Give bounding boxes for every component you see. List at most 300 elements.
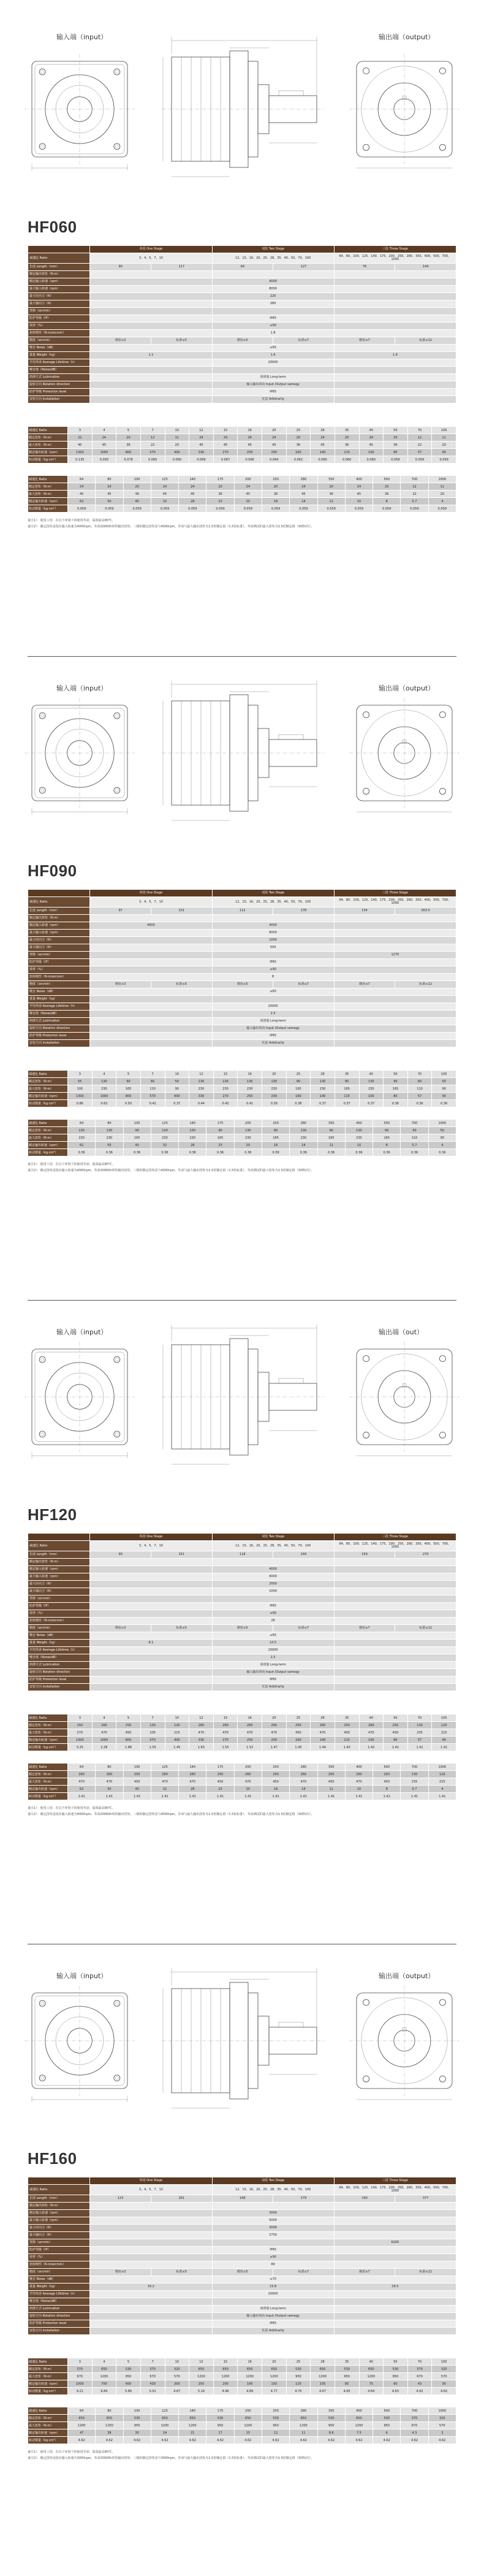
ratio-cell: 1.88 bbox=[116, 1744, 141, 1751]
ratio-value: 1000 bbox=[428, 2407, 456, 2415]
ratio-cell: 230 bbox=[68, 1134, 96, 1142]
stage-header: 三段 Three Stage bbox=[334, 246, 456, 253]
ratio-cell: 0.059 bbox=[68, 505, 96, 513]
spec-row-value: 润滑脂 Long-term bbox=[212, 1018, 334, 1025]
ratio-cell: 0.36 bbox=[262, 1149, 289, 1156]
ratio-cell: 950 bbox=[373, 2422, 401, 2429]
ratio-cell: 16 bbox=[262, 1142, 289, 1149]
ratio-cell: 4.62 bbox=[290, 2437, 317, 2444]
spec-row-label: 最大输入转速（rpm） bbox=[28, 2217, 90, 2225]
ratio-cell: 1.41 bbox=[234, 1793, 262, 1800]
ratio-cell: 160 bbox=[286, 1737, 311, 1744]
ratio-cell: 36 bbox=[335, 441, 359, 449]
spec-row-value: 精密≤3 bbox=[90, 1625, 151, 1632]
spec-row-value: IP65 bbox=[212, 2320, 334, 2328]
spec-row-value bbox=[90, 2247, 212, 2254]
ratio-row-label: 额定扭矩（N·m） bbox=[28, 2366, 68, 2373]
spec-row-value: IP65 bbox=[212, 1603, 334, 1610]
ratio-cell: 0.066 bbox=[238, 456, 262, 464]
ratio-row-label: 最大扭矩（N·m） bbox=[28, 441, 68, 449]
ratio-cell: 1200 bbox=[179, 2422, 206, 2429]
ratio-cell: 1.41 bbox=[345, 1793, 372, 1800]
spec-row-value: 精密≤7 bbox=[334, 981, 395, 988]
ratio-cell: 800 bbox=[116, 1093, 141, 1100]
spec-row-value: 1.9 bbox=[334, 352, 456, 359]
ratio-cell: 1.41 bbox=[428, 1793, 456, 1800]
ratio-cell: 1200 bbox=[68, 2422, 96, 2429]
ratio-value: 10 bbox=[165, 2358, 189, 2366]
spec-row-value bbox=[334, 330, 456, 337]
spec-row bbox=[28, 2254, 456, 2261]
ratio-cell: 0.059 bbox=[234, 505, 262, 513]
side-section-view bbox=[162, 1968, 325, 2108]
spec-row-value bbox=[90, 323, 212, 330]
spec-row-label: 安装方向 Installation bbox=[28, 2328, 90, 2335]
ratio-cell: 260 bbox=[290, 1771, 317, 1778]
spec-row bbox=[28, 308, 456, 315]
drawing-svg bbox=[0, 1288, 484, 1490]
length-row-value: 151 bbox=[151, 1551, 212, 1559]
ratio-cell: 250 bbox=[238, 449, 262, 456]
ratio-value: 16 bbox=[238, 1071, 262, 1078]
spec-row-value bbox=[90, 2291, 212, 2298]
spec-row-value bbox=[334, 389, 456, 396]
spec-row-label: 最大轴向力（N） bbox=[28, 1588, 90, 1596]
ratio-cell: 0.062 bbox=[286, 456, 311, 464]
footnote-2: 备注2）：额定扭矩是指在输入转速为3000rpm，寿命20000h时的输出扭矩。三级的额定扭矩是与3000rpm，寿命与最大输出扭矩为1.5倍额定值（1.5倍标准），寿命测试的最大扭矩为1.5倍额定值（30秒/次）。 bbox=[28, 2456, 314, 2460]
ratio-value: 700 bbox=[401, 1120, 428, 1127]
spec-row-label: 噪音 Noise（dB） bbox=[28, 988, 90, 996]
ratio-cell: 165 bbox=[373, 1134, 401, 1142]
spec-row-value bbox=[212, 952, 334, 959]
spec-row-value: 8000 bbox=[212, 286, 334, 293]
ratio-cell: 21 bbox=[179, 2429, 206, 2437]
spec-row bbox=[28, 952, 456, 959]
spec-row-value: ≥90 bbox=[212, 323, 334, 330]
spec-row-value bbox=[90, 1559, 212, 1566]
ratio-cell: 0.50 bbox=[116, 1100, 141, 1107]
ratio-row-label: 转动惯量（kg·cm²） bbox=[28, 1744, 68, 1751]
length-row-value: 270 bbox=[395, 1551, 456, 1559]
ratio-cell: 24 bbox=[96, 483, 123, 491]
spec-row-value: 输入输出同向 Input /Output samegy bbox=[212, 1669, 334, 1676]
spec-row-value: 2.5 bbox=[212, 1011, 334, 1018]
ratio-cell: 0.42 bbox=[213, 1100, 238, 1107]
spec-row-value: 1.1 bbox=[90, 352, 212, 359]
ratio-cell: 12 bbox=[401, 483, 428, 491]
spec-row-value bbox=[90, 1018, 212, 1025]
ratio-cell: 10 bbox=[345, 498, 372, 505]
spec-row-value bbox=[90, 1011, 212, 1018]
ratio-cell: 40 bbox=[68, 441, 93, 449]
stage-header-blank bbox=[28, 246, 90, 253]
ratio-cell: 4.62 bbox=[373, 2437, 401, 2444]
ratio-cell: 20 bbox=[206, 483, 234, 491]
ratio-row-label: 减速比 Ratio bbox=[28, 253, 90, 264]
spec-row-value bbox=[90, 1040, 212, 1047]
ratio-cell: 5.80 bbox=[116, 2388, 141, 2395]
ratio-value: 400 bbox=[345, 1764, 372, 1771]
ratio-cell: 4.62 bbox=[151, 2437, 178, 2444]
ratio-cell: 260 bbox=[262, 1722, 287, 1729]
ratio-value: 500 bbox=[373, 2407, 401, 2415]
ratio-cell: 650 bbox=[359, 2366, 384, 2373]
spec-row-value: 任意 Arbitrarily bbox=[212, 396, 334, 403]
ratio-cell: 43 bbox=[407, 2380, 432, 2388]
dimension-drawings bbox=[0, 1932, 484, 2134]
ratio-cell: 260 bbox=[234, 1771, 262, 1778]
ratio-cell: 11 bbox=[290, 2429, 317, 2437]
drawing-svg bbox=[0, 1932, 484, 2134]
spec-row-value: 220 bbox=[212, 293, 334, 300]
ratio-row-value: 12、15、16、20、25、28、35、40、50、70、100 bbox=[212, 2185, 334, 2195]
ratio-cell: 1200 bbox=[262, 2373, 287, 2380]
ratio-header-label: 减速比 Ratio bbox=[28, 2358, 68, 2366]
ratio-cell: 24 bbox=[151, 2429, 178, 2437]
spec-row-value: IP65 bbox=[212, 959, 334, 966]
spec-row bbox=[28, 1018, 456, 1025]
drawing-svg bbox=[0, 644, 484, 846]
spec-row-value: 8 bbox=[212, 974, 334, 981]
spec-row-value: 精密≤3 bbox=[90, 981, 151, 988]
ratio-cell: 260 bbox=[213, 1722, 238, 1729]
ratio-cell: 4.62 bbox=[234, 2437, 262, 2444]
ratio-cell: 16 bbox=[262, 498, 289, 505]
spec-row-value: 标准≤5 bbox=[151, 981, 212, 988]
spec-row-label: 平均寿命 Average Lifetime（h） bbox=[28, 1003, 90, 1011]
ratio-cell: 1.41 bbox=[290, 1793, 317, 1800]
spec-row bbox=[28, 966, 456, 974]
ratio-cell: 1.41 bbox=[262, 1793, 289, 1800]
spec-row bbox=[28, 1040, 456, 1047]
length-row-value: 90 bbox=[90, 264, 151, 271]
spec-row-value: 精密≤7 bbox=[334, 337, 395, 345]
ratio-row bbox=[28, 2373, 456, 2380]
ratio-cell: 260 bbox=[359, 1722, 384, 1729]
ratio-row-label: 转动惯量（kg·cm²） bbox=[28, 505, 68, 513]
product-section-hf160 bbox=[0, 1932, 484, 2569]
spec-row-value bbox=[212, 2203, 334, 2210]
ratio-cell: 36 bbox=[373, 491, 401, 498]
ratio-value: 200 bbox=[234, 2407, 262, 2415]
spec-row-value bbox=[334, 1610, 456, 1618]
ratio-cell: 530 bbox=[384, 2366, 408, 2373]
spec-row bbox=[28, 1669, 456, 1676]
spec-row bbox=[28, 2232, 456, 2239]
ratio-cell: 1.41 bbox=[373, 1793, 401, 1800]
ratio-cell: 23 bbox=[206, 1142, 234, 1149]
ratio-cell: 90 bbox=[262, 1127, 289, 1134]
ratio-row-label: 减速比 Ratio bbox=[28, 2185, 90, 2195]
ratio-cell: 530 bbox=[123, 2415, 151, 2422]
spec-row bbox=[28, 1559, 456, 1566]
ratio-cell: 4.89 bbox=[238, 2388, 262, 2395]
spec-row-label: 重量 Weight（kg） bbox=[28, 352, 90, 359]
spec-row-value: 1000 bbox=[212, 1588, 334, 1596]
ratio-row bbox=[28, 1722, 456, 1729]
ratio-value: 15 bbox=[213, 1714, 238, 1722]
spec-row-value: 16.2 bbox=[90, 2284, 212, 2291]
ratio-cell: 250 bbox=[116, 1722, 141, 1729]
spec-row-value bbox=[334, 381, 456, 389]
ratio-cell: 4 bbox=[428, 1142, 456, 1149]
ratio-value: 35 bbox=[335, 1071, 359, 1078]
ratio-cell: 0.41 bbox=[238, 1100, 262, 1107]
spec-row-value bbox=[334, 1033, 456, 1040]
ratio-cell: 20 bbox=[165, 441, 189, 449]
ratio-cell: 400 bbox=[165, 1093, 189, 1100]
spec-row-value bbox=[212, 2239, 334, 2247]
ratio-cell: 330 bbox=[189, 449, 214, 456]
ratio-value: 700 bbox=[401, 476, 428, 483]
spec-row bbox=[28, 988, 456, 996]
ratio-cell: 130 bbox=[68, 1127, 96, 1134]
spec-row-label: 噪音 Noise（dB） bbox=[28, 2276, 90, 2284]
ratio-cell: 165 bbox=[384, 1085, 408, 1093]
ratio-cell: 24 bbox=[234, 483, 262, 491]
spec-row-value bbox=[90, 1566, 212, 1573]
ratio-value: 175 bbox=[206, 476, 234, 483]
ratio-cell: 570 bbox=[432, 2373, 456, 2380]
spec-row-value bbox=[334, 2254, 456, 2261]
ratio-value: 64 bbox=[68, 2407, 96, 2415]
spec-row-value bbox=[334, 2298, 456, 2306]
ratio-cell: 650 bbox=[92, 2366, 116, 2373]
spec-row bbox=[28, 1588, 456, 1596]
length-row-value: 190 bbox=[334, 2195, 395, 2203]
ratio-cell: 40 bbox=[432, 1093, 456, 1100]
spec-row-label: 润滑方式 Lubrication bbox=[28, 1662, 90, 1669]
ratio-cell: 24 bbox=[290, 483, 317, 491]
spec-row bbox=[28, 1033, 456, 1040]
ratio-value: 3 bbox=[68, 1714, 93, 1722]
ratio-value: 25 bbox=[286, 1071, 311, 1078]
ratio-value: 500 bbox=[373, 1120, 401, 1127]
spec-row-value bbox=[90, 1669, 212, 1676]
ratio-value: 350 bbox=[317, 1120, 345, 1127]
ratio-row-value: 64、80、100、125、140、175、200、250、280、350、400、500、700、1000 bbox=[334, 1541, 456, 1551]
ratio-value: 20 bbox=[262, 1071, 287, 1078]
ratio-cell: 130 bbox=[213, 1078, 238, 1085]
spec-row-value: 5000 bbox=[212, 2217, 334, 2225]
spec-row-value: 8.1 bbox=[90, 1640, 212, 1647]
ratio-row bbox=[28, 1127, 456, 1134]
ratio-cell: 4.62 bbox=[432, 2388, 456, 2395]
spec-row-value bbox=[334, 1018, 456, 1025]
ratio-value: 12 bbox=[189, 1714, 214, 1722]
spec-row-value bbox=[334, 1559, 456, 1566]
ratio-cell: 0.36 bbox=[345, 1149, 372, 1156]
ratio-value: 350 bbox=[317, 2407, 345, 2415]
ratio-cell: 165 bbox=[317, 1134, 345, 1142]
ratio-cell: 1.41 bbox=[123, 1793, 151, 1800]
ratio-cell: 270 bbox=[213, 1737, 238, 1744]
ratio-cell: 3 bbox=[428, 2429, 456, 2437]
ratio-cell: 3.25 bbox=[68, 1744, 93, 1751]
ratio-cell: 650 bbox=[262, 2366, 287, 2373]
spec-row-value bbox=[212, 915, 334, 922]
spec-row-value: 2750 bbox=[212, 2232, 334, 2239]
ratio-header-label: 减速比 Ratio bbox=[28, 1714, 68, 1722]
ratio-cell: 4.64 bbox=[359, 2388, 384, 2395]
ratio-cell: 1200 bbox=[238, 2373, 262, 2380]
ratio-row-label: 转动惯量（kg·cm²） bbox=[28, 456, 68, 464]
spec-row-value bbox=[334, 2217, 456, 2225]
ratio-row bbox=[28, 2380, 456, 2388]
spec-row bbox=[28, 315, 456, 323]
spec-row-label: 防护等级（IP） bbox=[28, 315, 90, 323]
ratio-value: 35 bbox=[335, 2358, 359, 2366]
spec-row-label: 安装方向 Installation bbox=[28, 1684, 90, 1691]
ratio-cell: 28 bbox=[179, 498, 206, 505]
ratio-row bbox=[28, 1793, 456, 1800]
ratio-value: 20 bbox=[262, 2358, 287, 2366]
ratio-cell: 0.36 bbox=[384, 1100, 408, 1107]
spec-row bbox=[28, 1596, 456, 1603]
ratio-cell: 330 bbox=[189, 1093, 214, 1100]
ratio-cell: 62 bbox=[68, 1786, 96, 1793]
ratio-row-label: 转动惯量（kg·cm²） bbox=[28, 1100, 68, 1107]
ratio-value: 35 bbox=[335, 427, 359, 434]
ratio-cell: 45 bbox=[68, 491, 96, 498]
ratio-value: 125 bbox=[151, 1764, 178, 1771]
ratio-value: 25 bbox=[286, 2358, 311, 2366]
ratio-row-label: 额定输出转速（rpm） bbox=[28, 2429, 68, 2437]
spec-row-value bbox=[334, 345, 456, 352]
ratio-cell: 470 bbox=[238, 1729, 262, 1737]
spec-row-value: 精密≤3 bbox=[90, 337, 151, 345]
spec-row bbox=[28, 1581, 456, 1588]
ratio-cell: 50 bbox=[165, 1078, 189, 1085]
spec-table bbox=[28, 889, 456, 1047]
spec-row-value bbox=[334, 2313, 456, 2320]
ratio-cell: 235 bbox=[407, 1729, 432, 1737]
input-label: 输入端（input） bbox=[56, 1328, 108, 1336]
ratio-cell: 36 bbox=[123, 491, 151, 498]
ratio-value: 12 bbox=[189, 427, 214, 434]
ratio-cell: 4.62 bbox=[68, 2437, 96, 2444]
ratio-row-value: 64、80、100、125、140、175、200、250、280、350、400、500、700、1000 bbox=[334, 2185, 456, 2195]
ratio-value: 400 bbox=[345, 1120, 372, 1127]
spec-row bbox=[28, 930, 456, 937]
spec-row-value bbox=[90, 1647, 212, 1654]
ratio-cell: 165 bbox=[206, 1134, 234, 1142]
ratio-cell: 1200 bbox=[92, 2373, 116, 2380]
ratio-cell: 90 bbox=[116, 1078, 141, 1085]
spec-row-label: 防护等级 Protection level bbox=[28, 1033, 90, 1040]
ratio-cell: 62 bbox=[68, 498, 96, 505]
spec-row-value: 20000 bbox=[212, 1647, 334, 1654]
spec-row-value bbox=[334, 937, 456, 944]
spec-row-value bbox=[334, 959, 456, 966]
spec-row-value: 标准≤5 bbox=[151, 337, 212, 345]
ratio-cell: 160 bbox=[286, 1093, 311, 1100]
spec-row-label: 扭转刚性（N·m/arcmin） bbox=[28, 330, 90, 337]
spec-row-label: 重量 Weight（kg） bbox=[28, 1640, 90, 1647]
ratio-cell: 45 bbox=[234, 491, 262, 498]
spec-row bbox=[28, 2320, 456, 2328]
spec-row-value: 6000 bbox=[212, 930, 334, 937]
ratio-cell: 530 bbox=[286, 2366, 311, 2373]
ratio-value: 280 bbox=[290, 1120, 317, 1127]
ratio-cell: 1200 bbox=[345, 2422, 372, 2429]
spec-row-value bbox=[334, 1581, 456, 1588]
ratio-value: 15 bbox=[213, 1071, 238, 1078]
spec-row-label: 额定输出扭矩（N·m） bbox=[28, 1559, 90, 1566]
ratio-cell: 45 bbox=[345, 491, 372, 498]
ratio-row-value: 12、15、16、20、25、28、35、40、50、70、100 bbox=[212, 897, 334, 908]
ratio-cell: 5.7 bbox=[401, 498, 428, 505]
length-row-value: 118 bbox=[212, 1551, 273, 1559]
ratio-cell: 0.064 bbox=[262, 456, 287, 464]
output-label: 输出端（output） bbox=[379, 33, 435, 41]
ratio-value: 70 bbox=[407, 1071, 432, 1078]
input-flange-view bbox=[25, 1986, 135, 2102]
spec-row-value bbox=[334, 2225, 456, 2232]
ratio-cell: 530 bbox=[206, 2415, 234, 2422]
ratio-cell: 1200 bbox=[189, 2373, 214, 2380]
ratio-cell: 1000 bbox=[68, 2380, 93, 2388]
ratio-cell: 8.6 bbox=[317, 2429, 345, 2437]
ratio-cell: 0.060 bbox=[335, 456, 359, 464]
ratio-cell: 470 bbox=[151, 1778, 178, 1786]
spec-row-value bbox=[90, 2261, 212, 2269]
spec-row-label: 润滑方式 Lubrication bbox=[28, 1018, 90, 1025]
spec-row-value: 4000 bbox=[212, 922, 334, 930]
ratio-row-label: 最大扭矩（N·m） bbox=[28, 1134, 68, 1142]
ratio-cell: 4.62 bbox=[123, 2437, 151, 2444]
ratio-cell: 140 bbox=[311, 1093, 335, 1100]
ratio-row-label: 减速比 Ratio bbox=[28, 1541, 90, 1551]
ratio-row bbox=[28, 2366, 456, 2373]
spec-row-value: 精密≤3 bbox=[90, 2269, 151, 2276]
ratio-cell: 230 bbox=[92, 1085, 116, 1093]
length-row-value: 131 bbox=[151, 908, 212, 915]
spec-row bbox=[28, 345, 456, 352]
spec-row-value bbox=[334, 974, 456, 981]
side-section-view bbox=[162, 37, 325, 177]
spec-row-label: 重量 Weight（kg） bbox=[28, 996, 90, 1003]
ratio-cell: 0.060 bbox=[165, 456, 189, 464]
spec-row-value bbox=[334, 1603, 456, 1610]
spec-row-value bbox=[90, 286, 212, 293]
spec-row bbox=[28, 2284, 456, 2291]
ratio-cell: 470 bbox=[189, 1729, 214, 1737]
ratio-value: 175 bbox=[206, 1120, 234, 1127]
ratio-cell: 4.62 bbox=[96, 2437, 123, 2444]
ratio-value: 1000 bbox=[428, 1120, 456, 1127]
model-title: HF060 bbox=[28, 218, 77, 236]
ratio-value: 16 bbox=[238, 1714, 262, 1722]
ratio-cell: 1.41 bbox=[151, 1793, 178, 1800]
ratio-cell: 38 bbox=[96, 2429, 123, 2437]
ratio-cell: 130 bbox=[290, 1127, 317, 1134]
spec-row-value bbox=[334, 271, 456, 278]
stage-header: 单段 One Stage bbox=[90, 890, 212, 897]
spec-row-label: 扭转刚性（N·m/arcmin） bbox=[28, 1618, 90, 1625]
ratio-cell: 260 bbox=[179, 1771, 206, 1778]
ratio-cell: 45 bbox=[213, 441, 238, 449]
spec-row-value: 输入输出同向 Input /Output samegy bbox=[212, 381, 334, 389]
ratio-cell: 11 bbox=[428, 483, 456, 491]
spec-row-value bbox=[90, 1025, 212, 1033]
ratio-cell: 6 bbox=[373, 2429, 401, 2437]
spec-row-value bbox=[334, 1573, 456, 1581]
spec-row bbox=[28, 396, 456, 403]
spec-row-value: 润滑脂 Long-term bbox=[212, 374, 334, 381]
spec-row-label: 最大径向力（N） bbox=[28, 937, 90, 944]
ratio-cell: 24 bbox=[359, 434, 384, 441]
